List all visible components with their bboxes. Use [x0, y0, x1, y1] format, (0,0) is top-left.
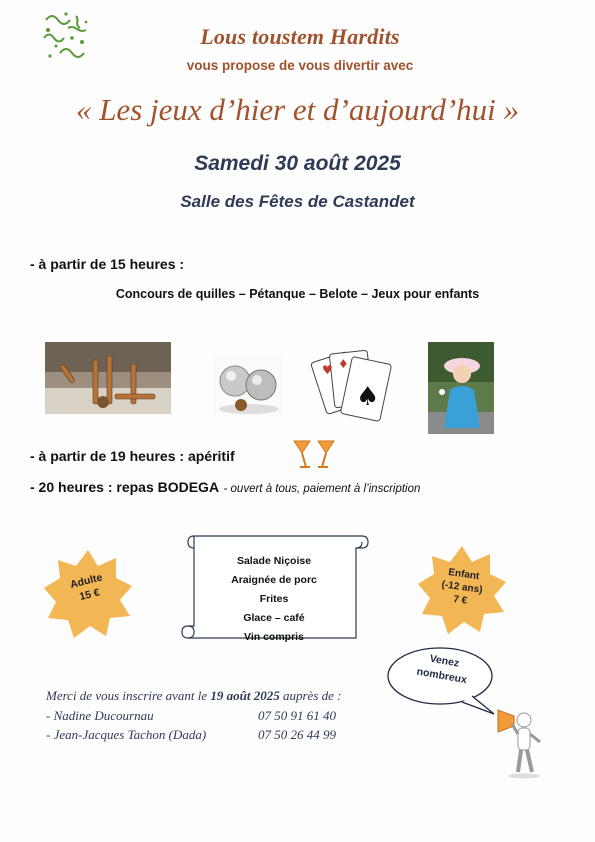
schedule-dinner-line: [30, 479, 420, 497]
svg-text:♦: ♦: [338, 357, 349, 371]
menu-item: Glace – café: [243, 612, 305, 624]
event-title: « Les jeux d’hier et d’aujourd’hui »: [75, 92, 520, 127]
dinner-note: - ouvert à tous, paiement à l’inscription: [223, 483, 421, 495]
contact-phone: 07 50 26 44 99: [258, 727, 336, 742]
cocktail-glasses-icon: [292, 437, 336, 471]
association-name: Lous toustem Hardits: [200, 24, 400, 49]
contact-name: - Nadine Ducournau: [46, 708, 154, 723]
callout-line1: Venez: [428, 652, 461, 670]
callout-line2: nombreux: [415, 665, 468, 687]
contact-name: - Jean-Jacques Tachon (Dada): [46, 727, 207, 742]
child-label: Enfant: [447, 567, 480, 583]
registration-deadline: 19 août 2025: [210, 688, 280, 703]
association-logo: [38, 8, 93, 63]
svg-text:♠: ♠: [356, 382, 380, 412]
menu-list: [195, 552, 353, 647]
schedule-dinner: - 20 heures : repas BODEGA: [30, 479, 220, 495]
menu-item: Araignée de porc: [231, 574, 317, 586]
registration-intro-pre: Merci de vous inscrire avant le: [46, 688, 211, 703]
menu-item: Vin compris: [244, 631, 304, 643]
schedule-aperitif: - à partir de 19 heures : apéritif: [30, 448, 235, 464]
registration-intro-post: auprès de :: [279, 688, 342, 703]
child-age: (-12 ans): [440, 579, 484, 596]
subtitle: vous propose de vous divertir avec: [186, 58, 414, 73]
svg-text:♥: ♥: [322, 363, 333, 377]
petanque-photo: [213, 355, 283, 417]
adult-price: 15 €: [78, 586, 102, 604]
menu-item: Frites: [259, 593, 289, 605]
schedule-afternoon: - à partir de 15 heures :: [30, 256, 185, 272]
megaphone-figure-icon: [494, 700, 554, 780]
skittles-photo: [45, 342, 171, 414]
event-venue: Salle des Fêtes de Castandet: [180, 192, 415, 211]
child-price: 7 €: [452, 593, 468, 607]
adult-label: Adulte: [68, 571, 104, 591]
contact-phone: 07 50 91 61 40: [258, 708, 336, 723]
activities-list: Concours de quilles – Pétanque – Belote – Jeux pour enfants: [115, 287, 480, 301]
event-date: Samedi 30 août 2025: [194, 152, 401, 175]
child-photo: [428, 342, 494, 434]
playing-cards-image: [310, 340, 400, 430]
menu-item: Salade Niçoise: [236, 555, 312, 567]
registration-intro: [46, 688, 341, 704]
